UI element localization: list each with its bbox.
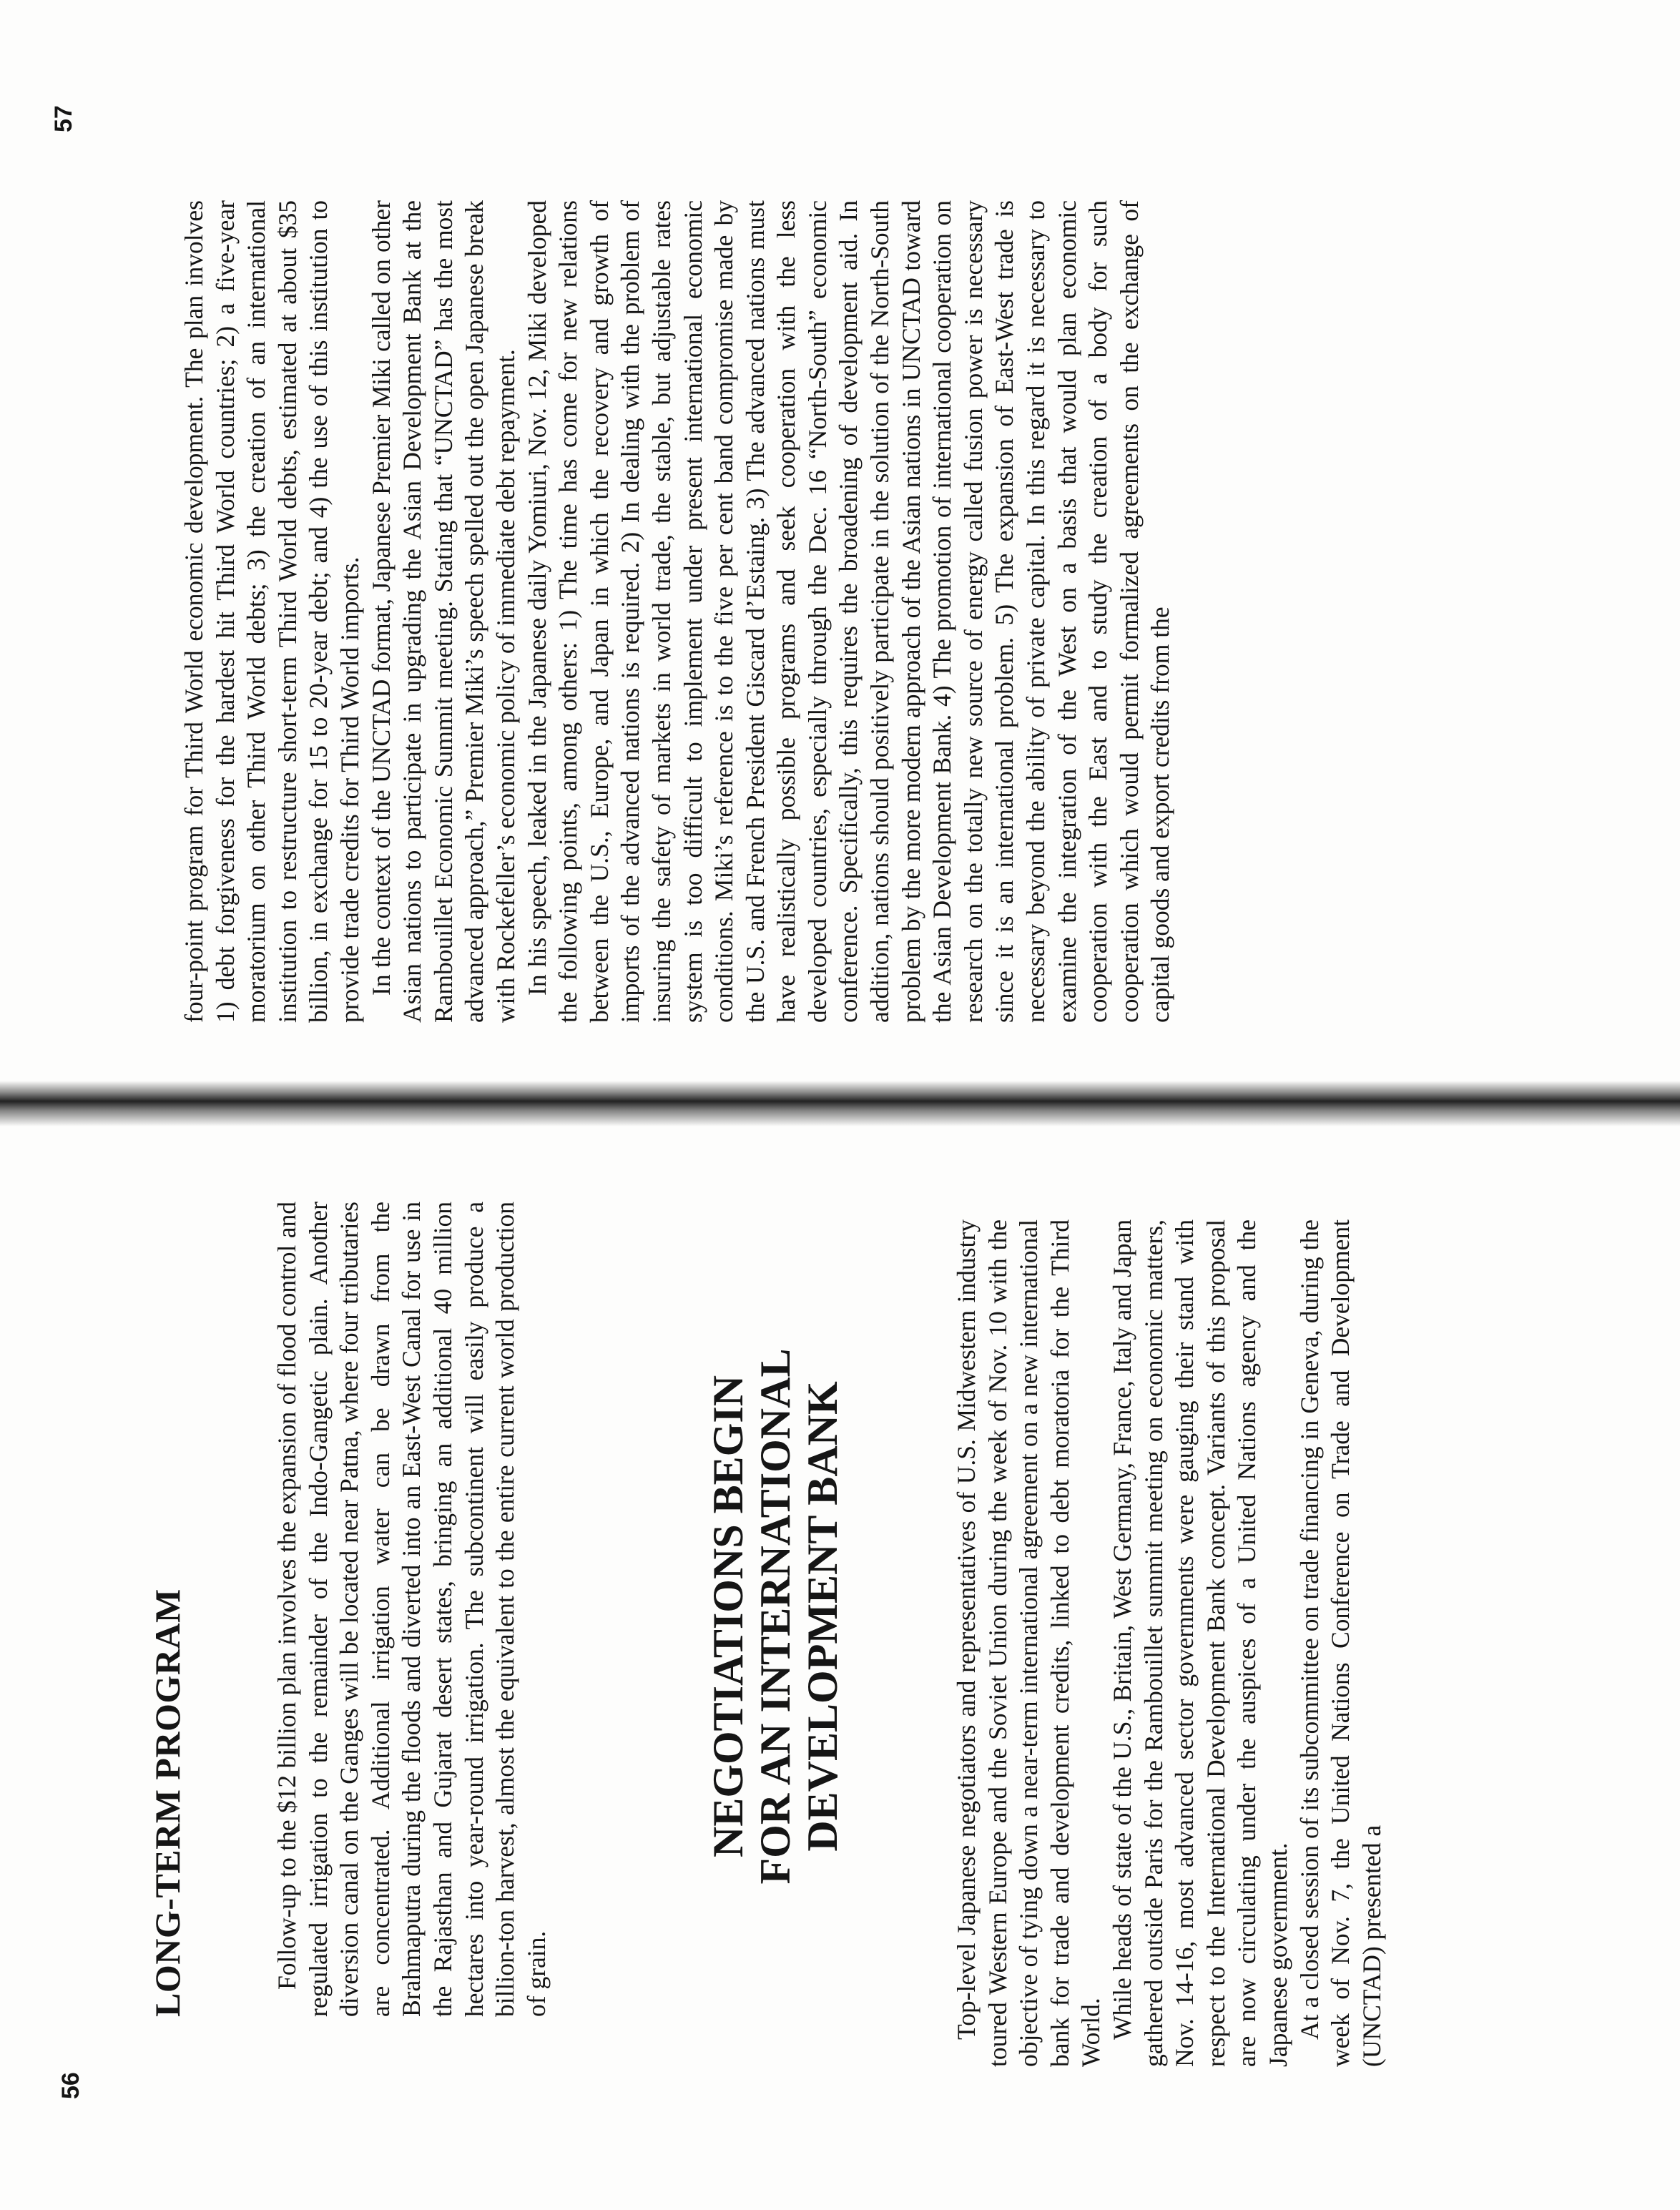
right-paragraph: In his speech, leaked in the Japanese daily Yomiuri, Nov. 12, Miki developed the following points, among others: 1) The time has come for new relations between the U.S., Europe, and Japan in which the recovery and growth of imports of the advanced nations is required. 2) In dealing with the problem of insuring the safety of markets in world trade, the stable, but adjustable rates system is too difficult to implement under present international economic conditions. Miki’s reference is to the five per cent band compromise made by the U.S. and French President Giscard d’Estaing. 3) The advanced nations must have realistically possible programs and seek cooperation with the less developed countries, especially through the Dec. 16 “North-South” economic conference. Specifically, this requires the broadening of development aid. In addition, nations should positively participate in the solution of the North-South problem by the more modern approach of the Asian nations in UNCTAD toward the Asian Development Bank. 4) The promotion of international cooperation on research on the totally new source of energy called fusion power is necessary since it is an international problem. 5) The expansion of East-West trade is necessary beyond the ability of private capital. In this regard it is necessary to examine the integration of the West on a basis that would plan economic cooperation with the East and to study the creation of a body for such cooperation which would permit formalized agreements on the exchange of capital goods and export credits from the (522, 200, 1175, 1023)
long-term-body (272, 1202, 552, 2017)
right-paragraph: four-point program for Third World economic development. The plan involves 1) debt forgiveness for the hardest hit Third World countries; 2) a five-year moratorium on other Third World debts; 3) the creation of an international institution to restructure short-term Third World debts, estimated at about $35 billion, in exchange for 15 to 20-year debt; and 4) the use of this institution to provide trade credits for Third World imports. (180, 200, 364, 1023)
book-gutter-shadow (0, 1081, 1680, 1126)
negotiations-paragraph: Top-level Japanese negotiators and representatives of U.S. Midwestern industry toured Western Europe and the Soviet Union during the week of Nov. 10 with the objective of tying down a near-term international agreement on a new international bank for trade and development credits, linked to debt moratoria for the Third World. (952, 1219, 1106, 2067)
negotiations-heading-line: FOR AN INTERNATIONAL (752, 1348, 799, 1885)
negotiations-paragraph: While heads of state of the U.S., Britain, West Germany, France, Italy and Japan gathered outside Paris for the Rambouillet summit meeting on economic matters, Nov. 14-16, most advanced sector governments were gauging their stand with respect to the International Development Bank concept. Variants of this proposal are now circulating under the auspices of a United Nations agency and the Japanese government. (1107, 1219, 1292, 2067)
negotiations-heading-line: DEVELOPMENT BANK (799, 1381, 846, 1852)
page-number-left: 56 (57, 2072, 84, 2099)
negotiations-paragraph: At a closed session of its subcommittee on trade financing in Geneva, during the week of Nov. 7, the United Nations Conference on Trade and Development (UNCTAD) presented a (1295, 1219, 1386, 2067)
negotiations-heading-line: NEGOTIATIONS BEGIN (704, 1375, 752, 1858)
right-paragraph: In the context of the UNCTAD format, Japanese Premier Miki called on other Asian nations to participate in upgrading the Asian Development Bank at the Rambouillet Economic Summit meeting. Stating that “UNCTAD” has the most advanced approach,” Premier Miki’s speech spelled out the open Japanese break with Rockefeller’s economic policy of immediate debt repayment. (366, 200, 520, 1023)
negotiations-heading (704, 1209, 846, 2024)
long-term-heading: LONG-TERM PROGRAM (147, 1588, 187, 2017)
page-number-right: 57 (50, 105, 77, 132)
negotiations-body (951, 1219, 1387, 2067)
long-term-paragraph: Follow-up to the $12 billion plan involves the expansion of flood control and regulated irrigation to the remainder of the Indo-Gangetic plain. Another diversion canal on the Ganges will be located near Patna, where four tributaries are concentrated. Additional irrigation water can be drawn from the Brahmaputra during the floods and diverted into an East-West Canal for use in the Rajasthan and Gujarat desert states, bringing an additional 40 million hectares into year-round irrigation. The subcontinent will easily produce a billion-ton harvest, almost the equivalent to the entire current world production of grain. (272, 1202, 551, 2017)
right-page-body (179, 200, 1177, 1023)
